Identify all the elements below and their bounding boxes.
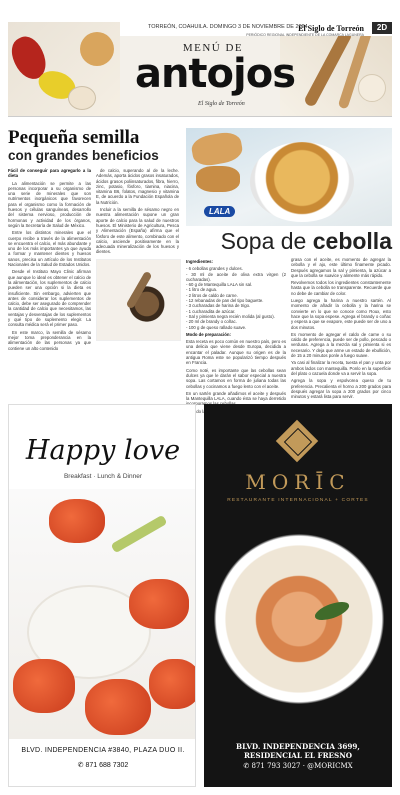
list-item: - 20 ml de brandy o coñac.: [186, 319, 237, 325]
wing-icon: [49, 499, 105, 543]
happy-love-address: BLVD. INDEPENDENCIA #3840, PLAZA DUO II.: [21, 747, 185, 754]
recipe-title: [186, 228, 392, 254]
section-kicker: MENÚ DE: [182, 42, 244, 54]
paragraph: Esta receta es poco común en nuestro país, pero es una delicia que viene desde Europa, decidida a encantar el paladar. Aunque su origen es de la antigua Roma este se popularizó tiempo después en Francia.: [186, 339, 286, 366]
garlic-bulb-icon: [358, 74, 386, 102]
ad-happy-love[interactable]: [8, 404, 196, 787]
section-header: [8, 22, 392, 117]
section-title: antojos: [134, 51, 296, 97]
newspaper-tagline: PERIÓDICO REGIONAL INDEPENDIENTE DE LA COMARCA LAGUNERA: [246, 33, 364, 37]
wing-icon: [149, 659, 196, 709]
garlic-icon: [68, 86, 96, 110]
moric-contact: [204, 762, 392, 770]
bread-icon: [196, 166, 240, 192]
list-item: - 100 g de queso rallado suave.: [186, 324, 247, 330]
celery-icon: [111, 515, 168, 554]
recipe-column-2: [291, 257, 391, 416]
ad-moric[interactable]: [204, 404, 392, 787]
list-item: - 2 litros de caldo de carne.: [186, 292, 238, 298]
article-title: Pequeña semilla: [8, 127, 140, 148]
chicken-wings-photo: [9, 489, 196, 739]
article-subtitle: con grandes beneficios: [8, 148, 159, 163]
onion-soup-photo: [186, 128, 392, 226]
section-brand: El Siglo de Torreón: [198, 101, 245, 107]
recipe-title-bold: cebolla: [312, 228, 392, 254]
article-lead: Fácil de conseguir para agregarlo a la dieta: [8, 168, 91, 179]
bread-icon: [190, 130, 244, 168]
soup-bowl-icon: [250, 142, 354, 222]
list-item: - 30 ml de aceite de oliva extra virgen (2 cucharadas).: [186, 271, 286, 282]
list-item: - 12 rebanadas de pan del tipo baguette.: [186, 298, 264, 304]
shrimp-dish-photo: [212, 534, 386, 704]
list-item: - 6 cebollas grandes y dulces.: [186, 266, 243, 272]
happy-love-tagline: Breakfast · Lunch & Dinner: [63, 473, 143, 480]
list-item: - 60 g de Mantequilla LALA sin sal.: [186, 282, 253, 288]
phone-icon: ✆: [77, 762, 86, 769]
paragraph: En este marco, la semilla de sésamo mejor toma preponderancia en la alimentación de las personas ya que contiene un alto contenido: [8, 329, 91, 351]
sesame-seeds-photo: [96, 259, 181, 341]
paragraph: Luego agrega la harina a nuestro sartén. Al momento de añadir la cebolla y la harina se convierte en lo que se conoce como Roux, esto hace que la sopa espese. Agrega el brandy o coñac y espera a que se evapore, este puede ser de uno a dos minutos.: [291, 298, 391, 330]
lala-logo: LALA: [204, 206, 235, 217]
page-number: 2D: [372, 22, 392, 34]
preparation-heading: Modo de preparación:: [186, 331, 231, 337]
wing-icon: [13, 659, 75, 713]
moric-address-line-2: RESIDENCIAL EL FRESNO: [243, 751, 353, 760]
paragraph: En un sartén grande añadimos el aceite y después la Mantequilla LALA, cuando ésta se haya derretido incorporamos: [186, 390, 286, 407]
moric-address-line-1: BLVD. INDEPENDENCIA 3699,: [236, 742, 360, 751]
list-item: - 1 cucharadita de azúcar.: [186, 308, 236, 314]
happy-love-phone: [9, 761, 196, 769]
article-column-1: [8, 168, 91, 353]
newspaper-page: [8, 22, 392, 787]
paragraph: Revolvemos todos los ingredientes constantemente hasta que la cebolla se transparente. Recuerde que no debe de cambiar de color.: [291, 280, 391, 296]
phone-icon: ✆: [243, 762, 252, 770]
happy-love-phone-number: 871 688 7302: [85, 762, 129, 769]
newspaper-name: El Siglo de Torreón: [298, 24, 364, 33]
ingredients-heading: Ingredientes:: [186, 259, 213, 264]
paragraph: de calcio, superando al de la leche. Además, aporta ácidos grasos insaturados, ácidos grasos poliinsaturados, fibra, hierro, zinc, potasio, fósforo, tiamina, niacina, vitamina B6, folatos, magnesio y vitamina E, de acuerdo a la Fundación Española de la Nutrición.: [96, 168, 179, 205]
moric-logo: MORĪC: [245, 470, 351, 494]
paragraph: grasa con el aceite, es momento de agregar la cebolla y el ajo, este último finamente picado. Después agregamos la sal y pimienta, la azúcar a que la cebolla se suavice y alimente más rápido.: [291, 257, 391, 278]
paragraph: Agrega la sopa y espolvorea queso de tu preferencia. Precalienta el horno a 200 grados para después agregar la sopa a 200 grados por cinco minutos y estará lista para servir.: [291, 378, 391, 400]
list-item: - 1 litro de agua.: [186, 287, 218, 293]
paragraph: Incluir a la semilla de sésamo negro en nuestra alimentación supone un gran aporte de calcio para la salud de nuestros huesos. El Ministerio de Agricultura, Pesca y Alimentación (España) afirma que el fósforo de este alimento, combinado con el calcio, asciende positivamente en la adecuada mineralización de los huesos y dientes.: [96, 207, 179, 255]
recipe-column-1: [186, 257, 286, 416]
paragraph: Entre los distintos minerales que el cuerpo recibe a través de la alimentación se encuentra el calcio, el más abundante y uno de los más importantes ya que ayuda a formar y mantener dientes y huesos sanos, precisa un artículo de los Institutos Nacionales de la Salud de Estados Unidos.: [8, 230, 91, 268]
paragraph: Desde el Instituto Mayo Clinic afirman que aunque lo ideal es obtener el calcio de la alimentación, los suplementos de calcio pueden ser una opción si la dieta es insuficiente. Sin embargo, advierten que antes de considerar los suplementos de calcio, debe ser asegurado de comprender la cantidad de calcio que necesitamos, las ventajas y desventajas de los suplementos y qué tipo de suplemento elegir. La consulta médica será el primer paso.: [8, 269, 91, 328]
moric-subtitle: RESTAURANTE INTERNACIONAL + CORTES: [227, 498, 369, 503]
date-line: TORREÓN, COAHUILA. DOMINGO 3 DE NOVIEMBRE DE 2024: [148, 24, 308, 30]
article-column-2: [96, 168, 179, 353]
happy-love-logo: Happy love: [25, 435, 181, 466]
article-sesame: [8, 128, 180, 400]
spice-bowl-icon: [80, 32, 114, 66]
ingredients-list: [186, 266, 286, 330]
list-item: - Sal y pimienta negra recién molida (al gusto).: [186, 313, 275, 319]
paragraph: Ya casi al finalizar la receta, tuesta el pan y unta por ambos lados con mantequilla. Ponlo en la superficie del plato o cazuela donde va a servir la sopa.: [291, 360, 391, 376]
recipe-title-light: Sopa de: [220, 228, 313, 254]
wing-icon: [129, 579, 189, 629]
header-food-photo-left: [8, 22, 120, 116]
paragraph: Es momento de agregar el caldo de carne o su caldo de preferencia, puede ser de pollo, pescado o verduras. Agrega a la mezcla sal y pimienta si es necesario. Y deja que arme un estado de ebullición, de 15 a 20 minutos ponle a fuego suave.: [291, 331, 391, 359]
paragraph: Como noté, es importante que las cebollas sean dulces ya que le darán el sabor especial a nuestra sopa. Las cortamos en forma de juliana todas las cebollas y cocinamos a fuego lento con el aceite.: [186, 367, 286, 389]
paragraph: La alimentación se permite a las personas incorporar a su organismo de una serie de minerales que son nutrimentos inorgánicos que favorecen para el organismo como la formación de huesos y células sanguíneas, desarrollo del sistema nervioso, producción de hormonas y actividad de los órganos, según la Secretaría de Salud de México.: [8, 180, 91, 228]
wing-icon: [85, 679, 151, 735]
moric-phone-number: 871 793 3027 · @MORICMX: [251, 762, 353, 770]
list-item: - 3 cucharadas de harina de trigo.: [186, 303, 251, 309]
article-onion-soup: [186, 128, 392, 407]
moric-address: [204, 742, 392, 760]
